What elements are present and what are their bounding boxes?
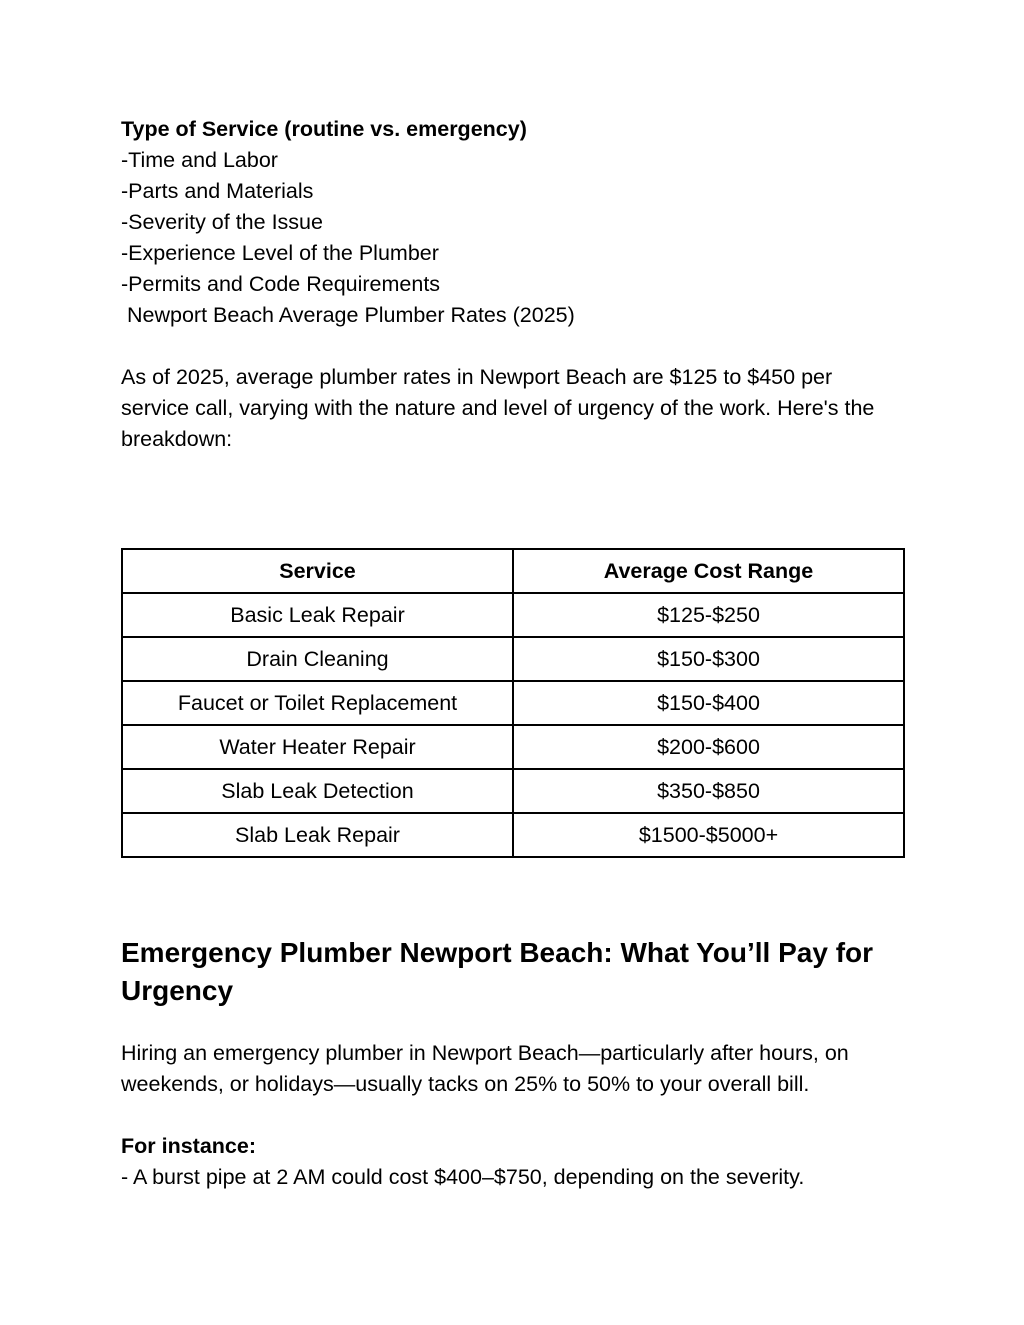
table-header-row (122, 549, 904, 593)
table-row (122, 725, 904, 769)
table-row (122, 813, 904, 857)
intro-paragraph: As of 2025, average plumber rates in Newport Beach are $125 to $450 per service call, varying with the nature and level of urgency of the work. Here's the breakdown: (121, 365, 875, 451)
factor-item: -Time and Labor (121, 148, 278, 172)
factor-item: -Severity of the Issue (121, 210, 323, 234)
service-cell: Slab Leak Detection (122, 769, 513, 813)
service-cell: Water Heater Repair (122, 725, 513, 769)
table-row (122, 637, 904, 681)
table-row (122, 593, 904, 637)
table-row (122, 769, 904, 813)
service-type-heading: Type of Service (routine vs. emergency) (121, 117, 527, 141)
cost-cell: $200-$600 (513, 725, 904, 769)
service-cell: Basic Leak Repair (122, 593, 513, 637)
example-label: For instance: (121, 1134, 256, 1158)
cost-cell: $125-$250 (513, 593, 904, 637)
cost-cell: $150-$300 (513, 637, 904, 681)
cost-cell: $150-$400 (513, 681, 904, 725)
example-text: - A burst pipe at 2 AM could cost $400–$750, depending on the severity. (121, 1165, 805, 1189)
factor-item: -Experience Level of the Plumber (121, 241, 439, 265)
column-header-cost: Average Cost Range (513, 549, 904, 593)
rates-table (121, 548, 905, 858)
service-cell: Faucet or Toilet Replacement (122, 681, 513, 725)
factor-item: -Permits and Code Requirements (121, 272, 441, 296)
document-page (121, 114, 905, 1193)
cost-cell: $1500-$5000+ (513, 813, 904, 857)
factor-item: -Parts and Materials (121, 179, 314, 203)
service-cell: Slab Leak Repair (122, 813, 513, 857)
service-cell: Drain Cleaning (122, 637, 513, 681)
table-row (122, 681, 904, 725)
column-header-service: Service (122, 549, 513, 593)
emergency-heading: Emergency Plumber Newport Beach: What You’ll Pay for Urgency (121, 937, 874, 1006)
rates-title: Newport Beach Average Plumber Rates (2025) (127, 303, 575, 327)
cost-cell: $350-$850 (513, 769, 904, 813)
emergency-paragraph: Hiring an emergency plumber in Newport Beach—particularly after hours, on weekends, or holidays—usually tacks on 25% to 50% to your overall bill. (121, 1041, 849, 1096)
